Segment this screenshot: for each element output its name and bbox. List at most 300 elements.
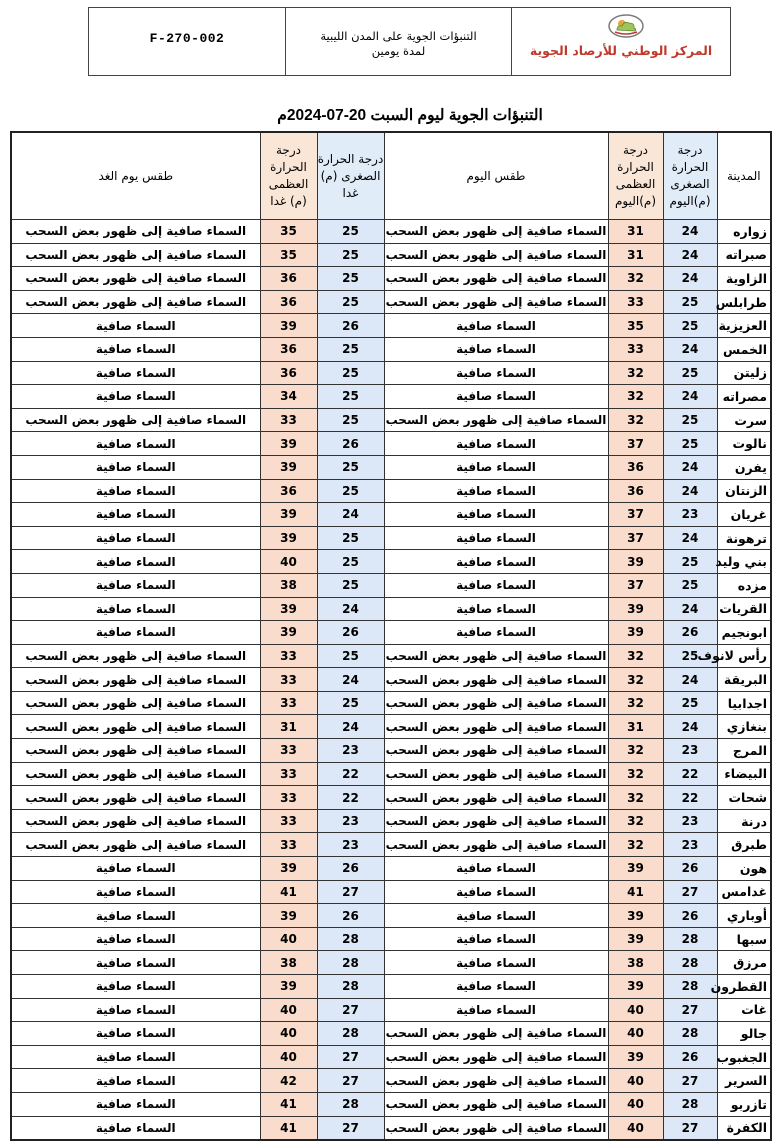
table-row — [11, 361, 771, 385]
table-cell-weather-today: السماء صافية إلى ظهور بعض السحب — [384, 1092, 608, 1116]
table-cell-max-today: 33 — [608, 337, 663, 361]
table-cell-weather-tomorrow: السماء صافية — [11, 479, 260, 503]
table-cell-min-tomorrow: 26 — [317, 904, 384, 928]
table-row — [11, 998, 771, 1022]
table-cell-max-today: 36 — [608, 455, 663, 479]
table-cell-max-tomorrow: 39 — [260, 503, 317, 527]
table-cell-max-today: 32 — [608, 267, 663, 291]
table-cell-weather-tomorrow: السماء صافية إلى ظهور بعض السحب — [11, 786, 260, 810]
table-cell-city: سبها — [717, 927, 771, 951]
table-cell-min-today: 24 — [663, 455, 717, 479]
table-cell-min-tomorrow: 25 — [317, 290, 384, 314]
table-cell-weather-tomorrow: السماء صافية — [11, 361, 260, 385]
table-cell-min-today: 27 — [663, 880, 717, 904]
table-row — [11, 243, 771, 267]
table-cell-min-today: 24 — [663, 479, 717, 503]
table-cell-weather-today: السماء صافية — [384, 880, 608, 904]
table-cell-max-today: 39 — [608, 621, 663, 645]
subtitle-line-1: التنبؤات الجوية على المدن الليبية — [320, 29, 477, 43]
table-cell-min-tomorrow: 25 — [317, 455, 384, 479]
table-cell-min-tomorrow: 25 — [317, 573, 384, 597]
table-cell-max-tomorrow: 33 — [260, 668, 317, 692]
table-cell-min-tomorrow: 25 — [317, 691, 384, 715]
table-cell-weather-tomorrow: السماء صافية إلى ظهور بعض السحب — [11, 833, 260, 857]
table-cell-weather-today: السماء صافية إلى ظهور بعض السحب — [384, 1069, 608, 1093]
table-cell-max-today: 37 — [608, 503, 663, 527]
table-cell-max-tomorrow: 39 — [260, 975, 317, 999]
table-row — [11, 621, 771, 645]
table-cell-min-tomorrow: 28 — [317, 1022, 384, 1046]
table-cell-min-today: 27 — [663, 1116, 717, 1140]
table-cell-min-tomorrow: 25 — [317, 550, 384, 574]
table-cell-weather-tomorrow: السماء صافية إلى ظهور بعض السحب — [11, 668, 260, 692]
table-cell-max-tomorrow: 39 — [260, 455, 317, 479]
table-cell-max-tomorrow: 36 — [260, 337, 317, 361]
table-cell-max-today: 32 — [608, 739, 663, 763]
table-row — [11, 833, 771, 857]
table-cell-min-tomorrow: 27 — [317, 1069, 384, 1093]
col-header-city: المدينة — [717, 132, 771, 220]
table-row — [11, 503, 771, 527]
table-cell-city: سرت — [717, 408, 771, 432]
table-cell-max-today: 33 — [608, 290, 663, 314]
table-cell-max-tomorrow: 39 — [260, 314, 317, 338]
table-cell-max-tomorrow: 35 — [260, 243, 317, 267]
table-cell-weather-today: السماء صافية — [384, 385, 608, 409]
table-cell-max-today: 40 — [608, 1022, 663, 1046]
table-cell-city: السرير — [717, 1069, 771, 1093]
table-cell-max-today: 40 — [608, 1092, 663, 1116]
table-cell-weather-today: السماء صافية إلى ظهور بعض السحب — [384, 290, 608, 314]
organization-name: المركز الوطني للأرصاد الجوية — [529, 43, 713, 58]
table-cell-min-today: 26 — [663, 857, 717, 881]
table-cell-max-tomorrow: 36 — [260, 267, 317, 291]
table-cell-max-tomorrow: 39 — [260, 621, 317, 645]
table-cell-city: العزيزية — [717, 314, 771, 338]
table-cell-city: اجدابيا — [717, 691, 771, 715]
table-cell-max-tomorrow: 33 — [260, 762, 317, 786]
table-cell-max-today: 32 — [608, 361, 663, 385]
table-cell-weather-tomorrow: السماء صافية — [11, 385, 260, 409]
table-row — [11, 880, 771, 904]
table-cell-max-today: 37 — [608, 432, 663, 456]
table-cell-weather-tomorrow: السماء صافية إلى ظهور بعض السحب — [11, 408, 260, 432]
table-row — [11, 927, 771, 951]
table-cell-city: غدامس — [717, 880, 771, 904]
table-cell-weather-today: السماء صافية إلى ظهور بعض السحب — [384, 267, 608, 291]
table-cell-weather-today: السماء صافية — [384, 927, 608, 951]
table-cell-max-tomorrow: 38 — [260, 573, 317, 597]
table-cell-weather-tomorrow: السماء صافية — [11, 573, 260, 597]
table-cell-city: غات — [717, 998, 771, 1022]
table-cell-min-today: 25 — [663, 361, 717, 385]
table-row — [11, 573, 771, 597]
table-cell-city: ابونجيم — [717, 621, 771, 645]
table-cell-weather-tomorrow: السماء صافية إلى ظهور بعض السحب — [11, 809, 260, 833]
table-cell-city: نالوت — [717, 432, 771, 456]
table-cell-weather-today: السماء صافية إلى ظهور بعض السحب — [384, 408, 608, 432]
table-cell-max-tomorrow: 36 — [260, 361, 317, 385]
table-cell-weather-today: السماء صافية إلى ظهور بعض السحب — [384, 1022, 608, 1046]
table-cell-max-today: 39 — [608, 550, 663, 574]
table-cell-max-today: 40 — [608, 1116, 663, 1140]
table-cell-min-today: 24 — [663, 267, 717, 291]
table-cell-min-tomorrow: 24 — [317, 597, 384, 621]
table-cell-weather-today: السماء صافية — [384, 597, 608, 621]
table-row — [11, 267, 771, 291]
table-cell-weather-today: السماء صافية إلى ظهور بعض السحب — [384, 243, 608, 267]
table-cell-max-tomorrow: 39 — [260, 432, 317, 456]
table-cell-max-today: 32 — [608, 691, 663, 715]
table-cell-min-today: 27 — [663, 998, 717, 1022]
table-cell-city: بني وليد — [717, 550, 771, 574]
table-cell-max-tomorrow: 39 — [260, 526, 317, 550]
table-cell-min-today: 25 — [663, 573, 717, 597]
table-cell-max-today: 37 — [608, 573, 663, 597]
table-cell-max-today: 35 — [608, 314, 663, 338]
table-cell-weather-tomorrow: السماء صافية إلى ظهور بعض السحب — [11, 267, 260, 291]
table-cell-max-tomorrow: 40 — [260, 927, 317, 951]
table-cell-min-today: 24 — [663, 715, 717, 739]
table-cell-weather-tomorrow: السماء صافية — [11, 432, 260, 456]
table-cell-max-today: 39 — [608, 1045, 663, 1069]
table-cell-min-tomorrow: 25 — [317, 644, 384, 668]
table-cell-weather-today: السماء صافية إلى ظهور بعض السحب — [384, 715, 608, 739]
table-cell-min-tomorrow: 26 — [317, 432, 384, 456]
table-cell-city: الزنتان — [717, 479, 771, 503]
table-cell-min-tomorrow: 24 — [317, 715, 384, 739]
table-cell-max-tomorrow: 33 — [260, 809, 317, 833]
table-cell-min-today: 23 — [663, 833, 717, 857]
table-cell-max-today: 32 — [608, 762, 663, 786]
table-cell-min-tomorrow: 26 — [317, 621, 384, 645]
table-cell-max-today: 32 — [608, 644, 663, 668]
table-cell-weather-today: السماء صافية إلى ظهور بعض السحب — [384, 691, 608, 715]
table-cell-weather-tomorrow: السماء صافية — [11, 503, 260, 527]
table-row — [11, 385, 771, 409]
table-cell-min-tomorrow: 28 — [317, 927, 384, 951]
col-header-weather-today: طقس اليوم — [384, 132, 608, 220]
table-cell-weather-tomorrow: السماء صافية — [11, 927, 260, 951]
table-cell-city: الكفرة — [717, 1116, 771, 1140]
forecast-table — [10, 131, 772, 1141]
table-cell-min-today: 23 — [663, 739, 717, 763]
table-cell-min-today: 24 — [663, 337, 717, 361]
table-cell-weather-tomorrow: السماء صافية — [11, 597, 260, 621]
table-cell-max-tomorrow: 42 — [260, 1069, 317, 1093]
table-cell-min-today: 25 — [663, 314, 717, 338]
table-row — [11, 1045, 771, 1069]
table-cell-weather-today: السماء صافية — [384, 573, 608, 597]
table-cell-city: البريقة — [717, 668, 771, 692]
table-cell-min-tomorrow: 22 — [317, 786, 384, 810]
table-cell-min-tomorrow: 26 — [317, 314, 384, 338]
table-cell-city: القطرون — [717, 975, 771, 999]
table-cell-weather-tomorrow: السماء صافية — [11, 880, 260, 904]
table-cell-weather-today: السماء صافية — [384, 998, 608, 1022]
table-cell-weather-today: السماء صافية — [384, 337, 608, 361]
table-cell-max-tomorrow: 41 — [260, 1092, 317, 1116]
table-cell-min-tomorrow: 24 — [317, 668, 384, 692]
table-row — [11, 314, 771, 338]
table-cell-min-tomorrow: 23 — [317, 833, 384, 857]
table-cell-weather-today: السماء صافية — [384, 857, 608, 881]
table-cell-min-today: 28 — [663, 1022, 717, 1046]
table-cell-max-today: 36 — [608, 479, 663, 503]
table-cell-min-tomorrow: 25 — [317, 220, 384, 244]
table-cell-max-today: 39 — [608, 927, 663, 951]
table-cell-max-today: 40 — [608, 998, 663, 1022]
table-row — [11, 786, 771, 810]
table-row — [11, 809, 771, 833]
table-cell-city: مزده — [717, 573, 771, 597]
table-cell-min-today: 25 — [663, 644, 717, 668]
table-cell-min-today: 28 — [663, 975, 717, 999]
table-cell-city: جالو — [717, 1022, 771, 1046]
table-cell-city: مصراته — [717, 385, 771, 409]
table-cell-max-tomorrow: 40 — [260, 998, 317, 1022]
document-subtitle — [286, 8, 512, 75]
table-cell-city: هون — [717, 857, 771, 881]
table-cell-weather-tomorrow: السماء صافية — [11, 904, 260, 928]
table-cell-city: تازربو — [717, 1092, 771, 1116]
table-cell-min-today: 25 — [663, 408, 717, 432]
table-cell-min-today: 25 — [663, 691, 717, 715]
table-row — [11, 762, 771, 786]
table-cell-min-today: 24 — [663, 668, 717, 692]
table-cell-min-today: 24 — [663, 597, 717, 621]
table-cell-weather-tomorrow: السماء صافية — [11, 951, 260, 975]
table-body — [11, 220, 771, 1141]
table-cell-max-today: 32 — [608, 809, 663, 833]
table-cell-min-today: 26 — [663, 904, 717, 928]
table-row — [11, 715, 771, 739]
table-cell-max-today: 31 — [608, 715, 663, 739]
table-cell-min-tomorrow: 22 — [317, 762, 384, 786]
table-cell-max-tomorrow: 39 — [260, 597, 317, 621]
table-row — [11, 1116, 771, 1140]
table-cell-min-tomorrow: 25 — [317, 243, 384, 267]
table-row — [11, 951, 771, 975]
table-cell-min-tomorrow: 26 — [317, 857, 384, 881]
table-cell-weather-today: السماء صافية إلى ظهور بعض السحب — [384, 220, 608, 244]
table-cell-max-tomorrow: 36 — [260, 290, 317, 314]
table-cell-weather-tomorrow: السماء صافية — [11, 857, 260, 881]
table-cell-city: شحات — [717, 786, 771, 810]
table-cell-city: المرج — [717, 739, 771, 763]
table-cell-min-today: 22 — [663, 762, 717, 786]
table-cell-min-today: 28 — [663, 951, 717, 975]
table-cell-min-tomorrow: 25 — [317, 267, 384, 291]
table-cell-weather-tomorrow: السماء صافية — [11, 550, 260, 574]
table-cell-min-tomorrow: 23 — [317, 739, 384, 763]
table-cell-city: القريات — [717, 597, 771, 621]
table-row — [11, 479, 771, 503]
table-row — [11, 904, 771, 928]
table-cell-weather-today: السماء صافية — [384, 361, 608, 385]
table-cell-max-tomorrow: 40 — [260, 1022, 317, 1046]
table-cell-city: زليتن — [717, 361, 771, 385]
table-cell-weather-tomorrow: السماء صافية — [11, 314, 260, 338]
table-cell-min-today: 28 — [663, 927, 717, 951]
table-cell-weather-tomorrow: السماء صافية — [11, 1022, 260, 1046]
table-row — [11, 455, 771, 479]
table-cell-max-tomorrow: 34 — [260, 385, 317, 409]
table-cell-max-tomorrow: 33 — [260, 833, 317, 857]
table-cell-max-today: 41 — [608, 880, 663, 904]
table-cell-min-tomorrow: 23 — [317, 809, 384, 833]
col-header-min-today: درجة الحرارة الصغرى (م)اليوم — [663, 132, 717, 220]
table-cell-weather-today: السماء صافية — [384, 621, 608, 645]
table-cell-weather-tomorrow: السماء صافية إلى ظهور بعض السحب — [11, 739, 260, 763]
table-cell-max-tomorrow: 33 — [260, 408, 317, 432]
table-cell-weather-today: السماء صافية إلى ظهور بعض السحب — [384, 809, 608, 833]
table-cell-weather-today: السماء صافية — [384, 526, 608, 550]
table-cell-min-tomorrow: 27 — [317, 1045, 384, 1069]
table-cell-weather-tomorrow: السماء صافية — [11, 337, 260, 361]
form-code: F-270-002 — [89, 8, 286, 75]
table-cell-weather-tomorrow: السماء صافية إلى ظهور بعض السحب — [11, 220, 260, 244]
table-cell-weather-tomorrow: السماء صافية إلى ظهور بعض السحب — [11, 644, 260, 668]
table-cell-weather-tomorrow: السماء صافية — [11, 526, 260, 550]
table-row — [11, 432, 771, 456]
table-cell-weather-tomorrow: السماء صافية إلى ظهور بعض السحب — [11, 243, 260, 267]
table-cell-weather-today: السماء صافية — [384, 951, 608, 975]
table-row — [11, 597, 771, 621]
table-row — [11, 857, 771, 881]
table-cell-max-tomorrow: 36 — [260, 479, 317, 503]
table-cell-city: رأس لانوف — [717, 644, 771, 668]
table-cell-max-tomorrow: 31 — [260, 715, 317, 739]
table-cell-city: طرابلس — [717, 290, 771, 314]
table-cell-weather-today: السماء صافية — [384, 550, 608, 574]
table-cell-weather-today: السماء صافية إلى ظهور بعض السحب — [384, 739, 608, 763]
table-cell-min-tomorrow: 25 — [317, 337, 384, 361]
table-row — [11, 691, 771, 715]
table-cell-max-today: 32 — [608, 833, 663, 857]
table-cell-min-today: 24 — [663, 385, 717, 409]
table-cell-weather-today: السماء صافية — [384, 975, 608, 999]
table-cell-max-tomorrow: 38 — [260, 951, 317, 975]
table-cell-weather-tomorrow: السماء صافية — [11, 1045, 260, 1069]
table-row — [11, 1069, 771, 1093]
table-cell-city: الزاوية — [717, 267, 771, 291]
table-cell-max-tomorrow: 40 — [260, 1045, 317, 1069]
table-cell-max-today: 39 — [608, 597, 663, 621]
table-cell-max-today: 39 — [608, 975, 663, 999]
table-cell-min-today: 24 — [663, 220, 717, 244]
table-cell-max-today: 31 — [608, 220, 663, 244]
table-cell-weather-tomorrow: السماء صافية إلى ظهور بعض السحب — [11, 715, 260, 739]
table-cell-weather-today: السماء صافية إلى ظهور بعض السحب — [384, 1045, 608, 1069]
table-cell-min-tomorrow: 25 — [317, 526, 384, 550]
table-cell-min-today: 28 — [663, 1092, 717, 1116]
table-cell-weather-tomorrow: السماء صافية — [11, 1116, 260, 1140]
table-cell-max-today: 39 — [608, 904, 663, 928]
table-cell-max-today: 32 — [608, 408, 663, 432]
table-cell-weather-today: السماء صافية إلى ظهور بعض السحب — [384, 786, 608, 810]
table-cell-max-tomorrow: 33 — [260, 644, 317, 668]
table-cell-min-today: 24 — [663, 243, 717, 267]
table-cell-weather-today: السماء صافية — [384, 432, 608, 456]
table-cell-weather-today: السماء صافية إلى ظهور بعض السحب — [384, 644, 608, 668]
table-cell-city: الخمس — [717, 337, 771, 361]
table-row — [11, 739, 771, 763]
table-cell-city: يفرن — [717, 455, 771, 479]
table-cell-city: أوباري — [717, 904, 771, 928]
table-row — [11, 550, 771, 574]
table-cell-max-tomorrow: 41 — [260, 1116, 317, 1140]
table-cell-min-tomorrow: 28 — [317, 951, 384, 975]
table-cell-weather-today: السماء صافية — [384, 479, 608, 503]
table-cell-weather-today: السماء صافية إلى ظهور بعض السحب — [384, 668, 608, 692]
table-cell-weather-tomorrow: السماء صافية — [11, 1092, 260, 1116]
table-cell-weather-today: السماء صافية إلى ظهور بعض السحب — [384, 833, 608, 857]
col-header-min-tomorrow: درجة الحرارة الصغرى (م) غدا — [317, 132, 384, 220]
table-cell-city: الجغبوب — [717, 1045, 771, 1069]
table-cell-max-tomorrow: 33 — [260, 691, 317, 715]
table-cell-min-tomorrow: 27 — [317, 880, 384, 904]
table-row — [11, 644, 771, 668]
table-cell-min-today: 26 — [663, 621, 717, 645]
table-row — [11, 290, 771, 314]
table-cell-max-tomorrow: 33 — [260, 739, 317, 763]
table-row — [11, 1022, 771, 1046]
table-cell-weather-today: السماء صافية إلى ظهور بعض السحب — [384, 762, 608, 786]
table-cell-max-tomorrow: 33 — [260, 786, 317, 810]
table-row — [11, 526, 771, 550]
table-cell-city: ترهونة — [717, 526, 771, 550]
table-cell-min-today: 24 — [663, 526, 717, 550]
table-cell-max-tomorrow: 35 — [260, 220, 317, 244]
table-cell-city: بنغازي — [717, 715, 771, 739]
table-cell-city: درنة — [717, 809, 771, 833]
table-cell-city: غريان — [717, 503, 771, 527]
table-cell-min-tomorrow: 28 — [317, 975, 384, 999]
table-cell-max-today: 40 — [608, 1069, 663, 1093]
table-cell-weather-tomorrow: السماء صافية — [11, 1069, 260, 1093]
table-row — [11, 975, 771, 999]
table-cell-min-tomorrow: 28 — [317, 1092, 384, 1116]
table-cell-max-today: 37 — [608, 526, 663, 550]
table-cell-max-today: 31 — [608, 243, 663, 267]
table-row — [11, 337, 771, 361]
table-cell-weather-tomorrow: السماء صافية إلى ظهور بعض السحب — [11, 762, 260, 786]
table-cell-weather-tomorrow: السماء صافية — [11, 621, 260, 645]
col-header-weather-tomorrow: طقس يوم الغد — [11, 132, 260, 220]
table-cell-max-tomorrow: 39 — [260, 857, 317, 881]
table-cell-city: طبرق — [717, 833, 771, 857]
table-cell-weather-today: السماء صافية إلى ظهور بعض السحب — [384, 1116, 608, 1140]
table-cell-max-today: 39 — [608, 857, 663, 881]
table-cell-min-tomorrow: 25 — [317, 361, 384, 385]
table-cell-max-today: 32 — [608, 385, 663, 409]
table-cell-weather-today: السماء صافية — [384, 455, 608, 479]
page-title: التنبؤات الجوية ليوم السبت 20-07-2024م — [277, 107, 543, 124]
table-cell-city: البيضاء — [717, 762, 771, 786]
table-cell-min-tomorrow: 27 — [317, 998, 384, 1022]
table-cell-weather-today: السماء صافية — [384, 314, 608, 338]
table-cell-weather-tomorrow: السماء صافية إلى ظهور بعض السحب — [11, 691, 260, 715]
table-cell-city: صبراته — [717, 243, 771, 267]
cloud-sun-logo-icon — [607, 13, 645, 39]
table-cell-min-today: 23 — [663, 503, 717, 527]
table-cell-weather-tomorrow: السماء صافية إلى ظهور بعض السحب — [11, 290, 260, 314]
table-cell-max-today: 32 — [608, 668, 663, 692]
table-cell-min-today: 23 — [663, 809, 717, 833]
table-cell-weather-today: السماء صافية — [384, 503, 608, 527]
table-cell-min-tomorrow: 27 — [317, 1116, 384, 1140]
